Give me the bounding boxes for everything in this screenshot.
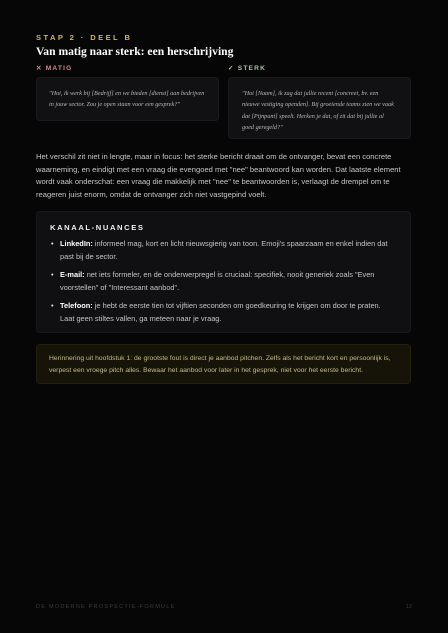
strong-label [228, 64, 266, 72]
nuance-term: E-mail: [60, 270, 85, 280]
weak-label [36, 64, 73, 72]
channel-nuances-title: KANAAL-NUANCES [50, 223, 145, 232]
page-title: Van matig naar sterk: een herschrijving [36, 45, 234, 58]
weak-label-text: MATIG [45, 65, 73, 72]
nuance-text: informeel mag, kort en licht nieuwsgierig van toon. Emoji's spaarzaam en enkel indien dat past bij de sector. [60, 239, 388, 261]
nuance-term: LinkedIn: [60, 239, 93, 248]
weak-example-quote: "Hoi, ik werk bij [Bedrijf] en we bieden [dienst] aan bedrijven in jouw sector. Zou je open staan voor een gesprek?" [49, 90, 205, 109]
check-icon: ✓ [228, 65, 235, 72]
nuance-term: Telefoon: [60, 301, 93, 311]
nuance-text: net iets formeler, en de onderwerpregel is cruciaal: specifiek, nooit generiek zoals "Even voorstellen" of "Interessant aanbod". [60, 270, 375, 292]
bullet-icon: • [51, 270, 54, 280]
bullet-icon: • [51, 301, 54, 311]
reminder-callout [36, 344, 411, 384]
channel-nuances-card [36, 211, 411, 333]
footer-book-title: DE MODERNE PROSPECTIE-FORMULE [36, 604, 176, 610]
nuance-text: je hebt de eerste tien tot vijftien seconden om goedkeuring te krijgen om door te praten. Laat geen stiltes vallen, ga meteen naar je vraag. [60, 301, 381, 323]
channel-nuances-list [50, 238, 397, 326]
strong-example-quote: "Hoi [Naam], ik zag dat jullie recent [concreet, bv. een nieuwe vestiging openden]. Bij groeiende teams zien we vaak dat [Pijnpunt] speelt. Herken je dat, of zit dat bij jullie al goed geregeld?" [242, 90, 394, 132]
list-item [51, 238, 397, 263]
section-eyebrow: STAP 2 · DEEL B [36, 33, 133, 42]
page-number: 12 [405, 604, 412, 610]
body-paragraph: Het verschil zit niet in lengte, maar in focus: het sterke bericht draait om de ontvanger, bevat een concrete waarneming, en eindigt met een vraag die evengoed met "nee" beantwoord kan worden. Dat laatste element wordt vaak onderschat: een vraag die makkelijk met "nee" te beantwoorden is, verlaagt de drempel om te reageren juist enorm, omdat de ontvanger zich niet vastgepind voelt. [36, 152, 401, 200]
strong-label-text: STERK [237, 65, 267, 72]
strong-example-card [228, 77, 411, 139]
bullet-icon: • [51, 239, 54, 248]
cross-icon: ✕ [36, 65, 43, 72]
list-item [51, 300, 397, 325]
list-item [51, 269, 397, 294]
reminder-text: Herinnering uit hoofdstuk 1: de grootste fout is direct je aanbod pitchen. Zelfs als het bericht kort en persoonlijk is, verpest een vroege pitch alles. Bewaar het aanbod voor later in het gesprek, niet voor het eerste bericht. [49, 355, 391, 374]
weak-example-card [36, 77, 219, 121]
